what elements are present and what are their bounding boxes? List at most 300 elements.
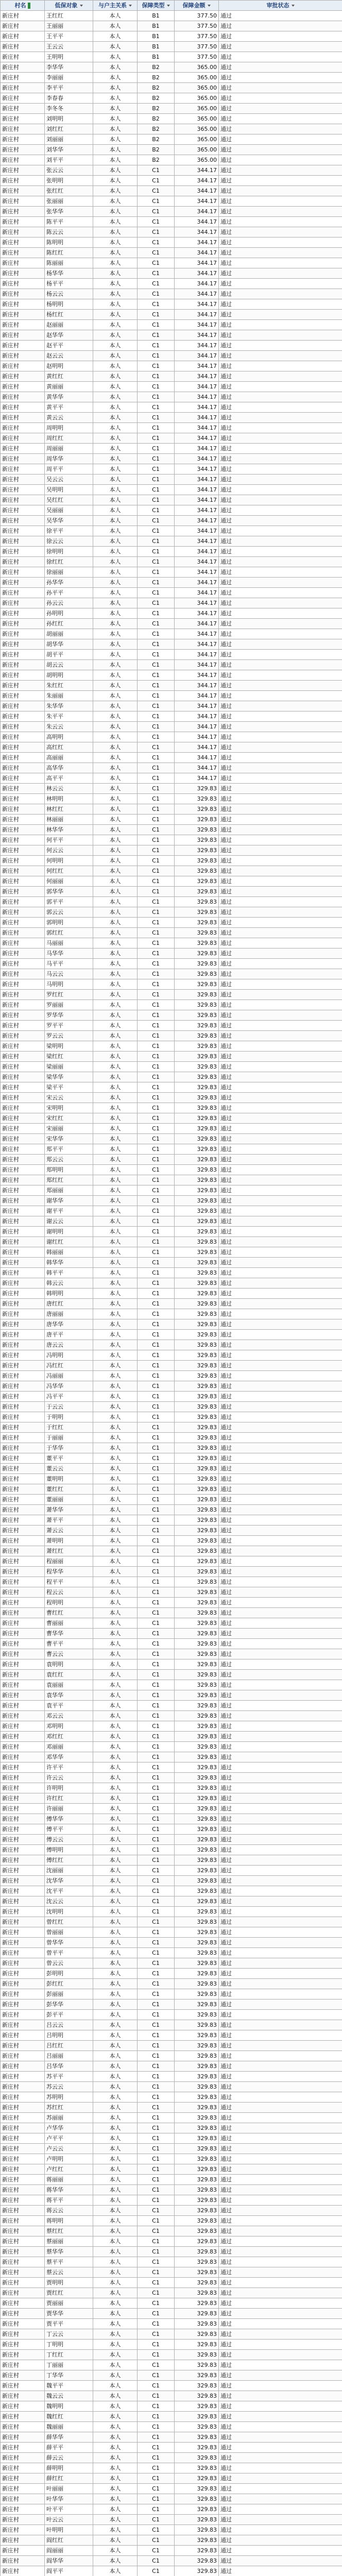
cell-village[interactable]: 新庄村 <box>1 1969 45 1979</box>
table-row[interactable] <box>1 104 342 114</box>
cell-status[interactable]: 通过 <box>219 1144 342 1155</box>
cell-type[interactable]: C1 <box>138 1402 175 1412</box>
cell-relation[interactable]: 本人 <box>93 2370 138 2381</box>
cell-relation[interactable]: 本人 <box>93 1680 138 1690</box>
cell-relation[interactable]: 本人 <box>93 464 138 474</box>
cell-amount[interactable]: 329.83 <box>175 2535 219 2546</box>
cell-type[interactable]: C1 <box>138 1938 175 1948</box>
cell-name[interactable]: 唐华华 <box>45 1319 93 1330</box>
cell-name[interactable]: 袁华华 <box>45 1690 93 1701</box>
table-row[interactable] <box>1 1340 342 1350</box>
cell-relation[interactable]: 本人 <box>93 1000 138 1010</box>
cell-relation[interactable]: 本人 <box>93 1433 138 1443</box>
cell-name[interactable]: 梁红红 <box>45 1052 93 1062</box>
cell-village[interactable]: 新庄村 <box>1 1175 45 1185</box>
cell-amount[interactable]: 329.83 <box>175 1041 219 1052</box>
cell-status[interactable]: 通过 <box>219 1835 342 1845</box>
cell-amount[interactable]: 329.83 <box>175 2216 219 2226</box>
cell-amount[interactable]: 329.83 <box>175 1227 219 1237</box>
cell-amount[interactable]: 329.83 <box>175 2350 219 2360</box>
cell-amount[interactable]: 365.00 <box>175 134 219 145</box>
cell-relation[interactable]: 本人 <box>93 1155 138 1165</box>
cell-name[interactable]: 沈丽丽 <box>45 1866 93 1876</box>
cell-amount[interactable]: 344.17 <box>175 588 219 598</box>
cell-type[interactable]: C1 <box>138 835 175 845</box>
cell-amount[interactable]: 344.17 <box>175 722 219 732</box>
cell-amount[interactable]: 329.83 <box>175 1690 219 1701</box>
cell-name[interactable]: 朱云云 <box>45 722 93 732</box>
cell-name[interactable]: 彭红红 <box>45 1979 93 1989</box>
cell-status[interactable]: 通过 <box>219 2535 342 2546</box>
cell-name[interactable]: 薛明明 <box>45 2463 93 2473</box>
cell-name[interactable]: 吕明明 <box>45 2030 93 2041</box>
cell-relation[interactable]: 本人 <box>93 1917 138 1927</box>
cell-name[interactable]: 郭云云 <box>45 907 93 918</box>
cell-village[interactable]: 新庄村 <box>1 948 45 959</box>
cell-relation[interactable]: 本人 <box>93 454 138 464</box>
cell-name[interactable]: 马华华 <box>45 948 93 959</box>
cell-type[interactable]: B1 <box>138 11 175 21</box>
cell-type[interactable]: C1 <box>138 1103 175 1113</box>
cell-amount[interactable]: 344.17 <box>175 227 219 238</box>
cell-amount[interactable]: 329.83 <box>175 1474 219 1484</box>
cell-type[interactable]: C1 <box>138 2206 175 2216</box>
cell-amount[interactable]: 329.83 <box>175 1299 219 1309</box>
cell-amount[interactable]: 329.83 <box>175 1999 219 2010</box>
table-row[interactable] <box>1 773 342 784</box>
filter-dropdown-icon[interactable] <box>167 5 170 7</box>
cell-name[interactable]: 黄云云 <box>45 413 93 423</box>
table-row[interactable] <box>1 1793 342 1804</box>
cell-name[interactable]: 蔡云云 <box>45 2267 93 2278</box>
column-header-village[interactable]: 村名 <box>1 1 45 11</box>
cell-amount[interactable]: 329.83 <box>175 1598 219 1608</box>
cell-village[interactable]: 新庄村 <box>1 196 45 207</box>
cell-status[interactable]: 通过 <box>219 413 342 423</box>
cell-status[interactable]: 通过 <box>219 1670 342 1680</box>
cell-relation[interactable]: 本人 <box>93 83 138 93</box>
table-row[interactable] <box>1 2144 342 2154</box>
cell-village[interactable]: 新庄村 <box>1 2267 45 2278</box>
cell-name[interactable]: 袁红红 <box>45 1670 93 1680</box>
cell-status[interactable]: 通过 <box>219 578 342 588</box>
cell-type[interactable]: C1 <box>138 1216 175 1227</box>
cell-type[interactable]: C1 <box>138 2443 175 2453</box>
table-row[interactable] <box>1 608 342 619</box>
cell-type[interactable]: C1 <box>138 2144 175 2154</box>
cell-type[interactable]: C1 <box>138 557 175 567</box>
table-row[interactable] <box>1 2082 342 2092</box>
cell-status[interactable]: 通过 <box>219 918 342 928</box>
cell-amount[interactable]: 329.83 <box>175 2391 219 2401</box>
cell-village[interactable]: 新庄村 <box>1 516 45 526</box>
cell-name[interactable]: 陈明明 <box>45 238 93 248</box>
cell-relation[interactable]: 本人 <box>93 1876 138 1886</box>
cell-status[interactable]: 通过 <box>219 1330 342 1340</box>
table-row[interactable] <box>1 1350 342 1361</box>
cell-type[interactable]: C1 <box>138 1010 175 1021</box>
cell-type[interactable]: C1 <box>138 701 175 711</box>
cell-status[interactable]: 通过 <box>219 1546 342 1556</box>
cell-amount[interactable]: 329.83 <box>175 1814 219 1824</box>
table-row[interactable] <box>1 1206 342 1216</box>
cell-village[interactable]: 新庄村 <box>1 1793 45 1804</box>
cell-type[interactable]: C1 <box>138 650 175 660</box>
cell-type[interactable]: C1 <box>138 1144 175 1155</box>
cell-relation[interactable]: 本人 <box>93 392 138 402</box>
cell-relation[interactable]: 本人 <box>93 1587 138 1598</box>
cell-type[interactable]: C1 <box>138 2535 175 2546</box>
cell-status[interactable]: 通过 <box>219 495 342 505</box>
cell-status[interactable]: 通过 <box>219 62 342 73</box>
cell-type[interactable]: C1 <box>138 1433 175 1443</box>
cell-village[interactable]: 新庄村 <box>1 1309 45 1319</box>
cell-amount[interactable]: 329.83 <box>175 2133 219 2144</box>
table-row[interactable] <box>1 124 342 134</box>
cell-village[interactable]: 新庄村 <box>1 1010 45 1021</box>
cell-type[interactable]: C1 <box>138 2030 175 2041</box>
cell-village[interactable]: 新庄村 <box>1 639 45 650</box>
cell-name[interactable]: 许丽丽 <box>45 1804 93 1814</box>
cell-amount[interactable]: 329.83 <box>175 2072 219 2082</box>
cell-type[interactable]: C1 <box>138 2164 175 2175</box>
cell-amount[interactable]: 329.83 <box>175 2082 219 2092</box>
cell-relation[interactable]: 本人 <box>93 124 138 134</box>
cell-status[interactable]: 通过 <box>219 1062 342 1072</box>
table-row[interactable] <box>1 969 342 979</box>
cell-amount[interactable]: 329.83 <box>175 2370 219 2381</box>
cell-amount[interactable]: 329.83 <box>175 2288 219 2298</box>
cell-relation[interactable]: 本人 <box>93 1979 138 1989</box>
cell-name[interactable]: 郑红红 <box>45 1175 93 1185</box>
cell-type[interactable]: C1 <box>138 1464 175 1474</box>
cell-amount[interactable]: 329.83 <box>175 938 219 948</box>
cell-name[interactable]: 孙红红 <box>45 619 93 629</box>
cell-amount[interactable]: 344.17 <box>175 691 219 701</box>
cell-type[interactable]: C1 <box>138 1505 175 1515</box>
column-header-status[interactable]: 审批状态 <box>219 1 342 11</box>
column-header-type[interactable]: 保障类型 <box>138 1 175 11</box>
cell-type[interactable]: C1 <box>138 804 175 815</box>
cell-name[interactable]: 程平平 <box>45 1577 93 1587</box>
table-row[interactable] <box>1 979 342 990</box>
cell-amount[interactable]: 329.83 <box>175 1742 219 1752</box>
cell-name[interactable]: 阎红红 <box>45 2535 93 2546</box>
cell-village[interactable]: 新庄村 <box>1 2020 45 2030</box>
cell-village[interactable]: 新庄村 <box>1 1062 45 1072</box>
cell-village[interactable]: 新庄村 <box>1 866 45 876</box>
cell-village[interactable]: 新庄村 <box>1 413 45 423</box>
cell-status[interactable]: 通过 <box>219 557 342 567</box>
cell-relation[interactable]: 本人 <box>93 2350 138 2360</box>
cell-relation[interactable]: 本人 <box>93 1701 138 1711</box>
cell-relation[interactable]: 本人 <box>93 134 138 145</box>
cell-type[interactable]: C1 <box>138 165 175 176</box>
cell-name[interactable]: 程云云 <box>45 1587 93 1598</box>
cell-amount[interactable]: 365.00 <box>175 62 219 73</box>
cell-status[interactable]: 通过 <box>219 42 342 52</box>
cell-amount[interactable]: 329.83 <box>175 2329 219 2340</box>
cell-village[interactable]: 新庄村 <box>1 1082 45 1093</box>
cell-type[interactable]: C1 <box>138 2566 175 2576</box>
cell-name[interactable]: 叶云云 <box>45 2515 93 2525</box>
cell-name[interactable]: 许云云 <box>45 1773 93 1783</box>
table-row[interactable] <box>1 2340 342 2350</box>
cell-name[interactable]: 胡云云 <box>45 660 93 670</box>
cell-amount[interactable]: 344.17 <box>175 495 219 505</box>
cell-type[interactable]: C1 <box>138 474 175 485</box>
cell-name[interactable]: 薛华华 <box>45 2432 93 2443</box>
cell-type[interactable]: C1 <box>138 196 175 207</box>
cell-name[interactable]: 贾平平 <box>45 2319 93 2329</box>
table-row[interactable] <box>1 289 342 299</box>
cell-name[interactable]: 李华华 <box>45 62 93 73</box>
cell-amount[interactable]: 344.17 <box>175 423 219 433</box>
cell-village[interactable]: 新庄村 <box>1 681 45 691</box>
cell-type[interactable]: C1 <box>138 2350 175 2360</box>
cell-relation[interactable]: 本人 <box>93 1124 138 1134</box>
cell-amount[interactable]: 329.83 <box>175 928 219 938</box>
table-row[interactable] <box>1 382 342 392</box>
cell-amount[interactable]: 329.83 <box>175 835 219 845</box>
cell-status[interactable]: 通过 <box>219 1886 342 1896</box>
cell-type[interactable]: C1 <box>138 670 175 681</box>
cell-amount[interactable]: 329.83 <box>175 2546 219 2556</box>
cell-village[interactable]: 新庄村 <box>1 2144 45 2154</box>
cell-name[interactable]: 蒋丽丽 <box>45 2175 93 2185</box>
cell-relation[interactable]: 本人 <box>93 1969 138 1979</box>
cell-village[interactable]: 新庄村 <box>1 1165 45 1175</box>
table-row[interactable] <box>1 1021 342 1031</box>
cell-amount[interactable]: 329.83 <box>175 1917 219 1927</box>
table-row[interactable] <box>1 2030 342 2041</box>
cell-amount[interactable]: 344.17 <box>175 207 219 217</box>
cell-village[interactable]: 新庄村 <box>1 2103 45 2113</box>
cell-amount[interactable]: 344.17 <box>175 268 219 279</box>
cell-name[interactable]: 冯丽丽 <box>45 1371 93 1381</box>
cell-relation[interactable]: 本人 <box>93 1319 138 1330</box>
cell-status[interactable]: 通过 <box>219 176 342 186</box>
cell-type[interactable]: C1 <box>138 2504 175 2515</box>
cell-amount[interactable]: 329.83 <box>175 2061 219 2072</box>
cell-amount[interactable]: 344.17 <box>175 165 219 176</box>
cell-village[interactable]: 新庄村 <box>1 1381 45 1392</box>
cell-status[interactable]: 通过 <box>219 186 342 196</box>
cell-village[interactable]: 新庄村 <box>1 1999 45 2010</box>
cell-type[interactable]: C1 <box>138 2422 175 2432</box>
table-row[interactable] <box>1 2525 342 2535</box>
cell-relation[interactable]: 本人 <box>93 104 138 114</box>
cell-village[interactable]: 新庄村 <box>1 2443 45 2453</box>
cell-relation[interactable]: 本人 <box>93 444 138 454</box>
cell-relation[interactable]: 本人 <box>93 2556 138 2566</box>
cell-status[interactable]: 通过 <box>219 1567 342 1577</box>
table-row[interactable] <box>1 2092 342 2103</box>
cell-type[interactable]: C1 <box>138 227 175 238</box>
cell-type[interactable]: C1 <box>138 1072 175 1082</box>
cell-amount[interactable]: 329.83 <box>175 1577 219 1587</box>
table-row[interactable] <box>1 1268 342 1278</box>
cell-type[interactable]: C1 <box>138 1701 175 1711</box>
cell-name[interactable]: 孙平平 <box>45 588 93 598</box>
cell-relation[interactable]: 本人 <box>93 2257 138 2267</box>
table-row[interactable] <box>1 1845 342 1855</box>
cell-status[interactable]: 通过 <box>219 1876 342 1886</box>
cell-status[interactable]: 通过 <box>219 1639 342 1649</box>
table-row[interactable] <box>1 2566 342 2576</box>
cell-type[interactable]: C1 <box>138 1886 175 1896</box>
cell-relation[interactable]: 本人 <box>93 1752 138 1762</box>
cell-name[interactable]: 杨明明 <box>45 299 93 310</box>
cell-amount[interactable]: 329.83 <box>175 2103 219 2113</box>
cell-amount[interactable]: 329.83 <box>175 1824 219 1835</box>
cell-amount[interactable]: 329.83 <box>175 1330 219 1340</box>
cell-village[interactable]: 新庄村 <box>1 2360 45 2370</box>
cell-name[interactable]: 宋云云 <box>45 1093 93 1103</box>
cell-name[interactable]: 吴丽丽 <box>45 505 93 516</box>
cell-village[interactable]: 新庄村 <box>1 186 45 196</box>
cell-status[interactable]: 通过 <box>219 258 342 268</box>
cell-relation[interactable]: 本人 <box>93 1556 138 1567</box>
cell-amount[interactable]: 329.83 <box>175 2412 219 2422</box>
cell-village[interactable]: 新庄村 <box>1 299 45 310</box>
cell-relation[interactable]: 本人 <box>93 2206 138 2216</box>
cell-relation[interactable]: 本人 <box>93 176 138 186</box>
cell-amount[interactable]: 329.83 <box>175 2278 219 2288</box>
table-row[interactable] <box>1 1330 342 1340</box>
cell-relation[interactable]: 本人 <box>93 753 138 763</box>
table-row[interactable] <box>1 165 342 176</box>
cell-type[interactable]: C1 <box>138 1206 175 1216</box>
cell-village[interactable]: 新庄村 <box>1 1495 45 1505</box>
cell-amount[interactable]: 329.83 <box>175 2144 219 2154</box>
table-row[interactable] <box>1 1433 342 1443</box>
cell-relation[interactable]: 本人 <box>93 1495 138 1505</box>
cell-name[interactable]: 徐云云 <box>45 536 93 547</box>
cell-relation[interactable]: 本人 <box>93 93 138 104</box>
cell-amount[interactable]: 329.83 <box>175 2494 219 2504</box>
cell-amount[interactable]: 344.17 <box>175 413 219 423</box>
cell-amount[interactable]: 329.83 <box>175 1052 219 1062</box>
cell-status[interactable]: 通过 <box>219 248 342 258</box>
cell-type[interactable]: C1 <box>138 1289 175 1299</box>
cell-name[interactable]: 徐丽丽 <box>45 567 93 578</box>
cell-amount[interactable]: 329.83 <box>175 1732 219 1742</box>
cell-amount[interactable]: 329.83 <box>175 1134 219 1144</box>
cell-name[interactable]: 蔡华华 <box>45 2247 93 2257</box>
cell-name[interactable]: 王平平 <box>45 31 93 42</box>
cell-village[interactable]: 新庄村 <box>1 887 45 897</box>
cell-village[interactable]: 新庄村 <box>1 2247 45 2257</box>
cell-village[interactable]: 新庄村 <box>1 2041 45 2051</box>
cell-status[interactable]: 通过 <box>219 1319 342 1330</box>
cell-relation[interactable]: 本人 <box>93 1670 138 1680</box>
table-row[interactable] <box>1 1093 342 1103</box>
cell-relation[interactable]: 本人 <box>93 794 138 804</box>
cell-status[interactable]: 通过 <box>219 2103 342 2113</box>
table-row[interactable] <box>1 2278 342 2288</box>
cell-name[interactable]: 梁华华 <box>45 1072 93 1082</box>
cell-relation[interactable]: 本人 <box>93 2020 138 2030</box>
table-row[interactable] <box>1 207 342 217</box>
cell-type[interactable]: C1 <box>138 279 175 289</box>
table-row[interactable] <box>1 557 342 567</box>
cell-type[interactable]: C1 <box>138 1031 175 1041</box>
table-row[interactable] <box>1 804 342 815</box>
cell-status[interactable]: 通过 <box>219 990 342 1000</box>
cell-type[interactable]: C1 <box>138 2463 175 2473</box>
cell-type[interactable]: C1 <box>138 1587 175 1598</box>
cell-status[interactable]: 通过 <box>219 763 342 773</box>
cell-status[interactable]: 通过 <box>219 2453 342 2463</box>
cell-name[interactable]: 阎华华 <box>45 2556 93 2566</box>
cell-name[interactable]: 邓云云 <box>45 1711 93 1721</box>
cell-amount[interactable]: 329.83 <box>175 1371 219 1381</box>
cell-village[interactable]: 新庄村 <box>1 2370 45 2381</box>
cell-name[interactable]: 刘明明 <box>45 114 93 124</box>
cell-name[interactable]: 魏平平 <box>45 2381 93 2391</box>
cell-relation[interactable]: 本人 <box>93 2175 138 2185</box>
cell-name[interactable]: 曹红红 <box>45 1608 93 1618</box>
cell-relation[interactable]: 本人 <box>93 1711 138 1721</box>
cell-type[interactable]: C1 <box>138 485 175 495</box>
cell-village[interactable]: 新庄村 <box>1 1412 45 1422</box>
cell-relation[interactable]: 本人 <box>93 1649 138 1659</box>
cell-status[interactable]: 通过 <box>219 2432 342 2443</box>
table-row[interactable] <box>1 258 342 268</box>
cell-relation[interactable]: 本人 <box>93 2288 138 2298</box>
cell-name[interactable]: 叶丽丽 <box>45 2484 93 2494</box>
cell-amount[interactable]: 329.83 <box>175 2041 219 2051</box>
cell-relation[interactable]: 本人 <box>93 402 138 413</box>
cell-amount[interactable]: 329.83 <box>175 1886 219 1896</box>
cell-type[interactable]: C1 <box>138 2041 175 2051</box>
cell-relation[interactable]: 本人 <box>93 2103 138 2113</box>
cell-status[interactable]: 通过 <box>219 1505 342 1515</box>
cell-status[interactable]: 通过 <box>219 711 342 722</box>
cell-amount[interactable]: 344.17 <box>175 238 219 248</box>
cell-type[interactable]: C1 <box>138 1711 175 1721</box>
cell-type[interactable]: C1 <box>138 2072 175 2082</box>
table-row[interactable] <box>1 1361 342 1371</box>
cell-village[interactable]: 新庄村 <box>1 742 45 753</box>
table-row[interactable] <box>1 361 342 371</box>
cell-type[interactable]: B2 <box>138 62 175 73</box>
cell-status[interactable]: 通过 <box>219 1165 342 1175</box>
cell-relation[interactable]: 本人 <box>93 1422 138 1433</box>
table-row[interactable] <box>1 990 342 1000</box>
cell-amount[interactable]: 329.83 <box>175 1866 219 1876</box>
table-row[interactable] <box>1 670 342 681</box>
cell-status[interactable]: 通过 <box>219 1206 342 1216</box>
cell-name[interactable]: 冯平平 <box>45 1392 93 1402</box>
cell-relation[interactable]: 本人 <box>93 1031 138 1041</box>
table-row[interactable] <box>1 1299 342 1309</box>
cell-village[interactable]: 新庄村 <box>1 1907 45 1917</box>
cell-type[interactable]: C1 <box>138 1969 175 1979</box>
cell-status[interactable]: 通过 <box>219 330 342 341</box>
cell-relation[interactable]: 本人 <box>93 52 138 62</box>
cell-status[interactable]: 通过 <box>219 1402 342 1412</box>
cell-village[interactable]: 新庄村 <box>1 1773 45 1783</box>
cell-name[interactable]: 黄丽丽 <box>45 382 93 392</box>
cell-relation[interactable]: 本人 <box>93 1505 138 1515</box>
cell-amount[interactable]: 329.83 <box>175 1392 219 1402</box>
cell-amount[interactable]: 329.83 <box>175 1948 219 1958</box>
table-row[interactable] <box>1 784 342 794</box>
cell-type[interactable]: C1 <box>138 2175 175 2185</box>
cell-amount[interactable]: 329.83 <box>175 1289 219 1299</box>
